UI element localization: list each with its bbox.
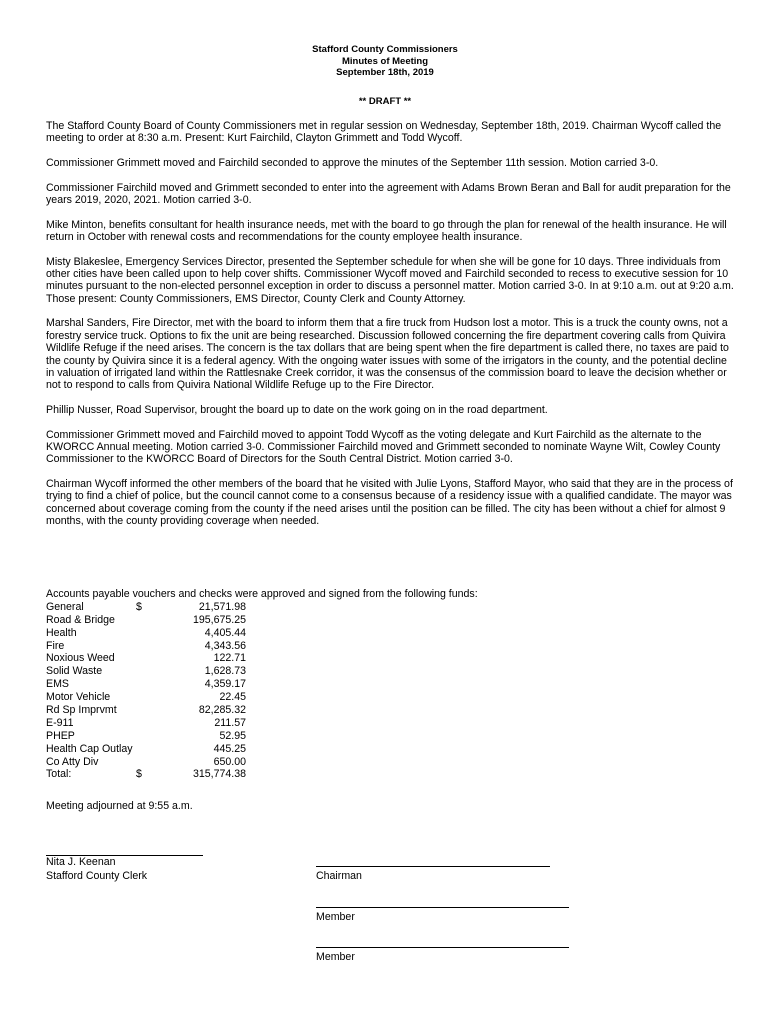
fund-row — [46, 614, 246, 627]
fund-amount: 650.00 — [213, 755, 246, 768]
fund-amount: 211.57 — [214, 716, 246, 729]
header-date: September 18th, 2019 — [336, 67, 434, 78]
fund-row — [46, 704, 246, 717]
draft-label: ** DRAFT ** — [358, 96, 412, 107]
member-signature-line — [316, 947, 569, 948]
fund-row — [46, 730, 246, 743]
adjournment-note: Meeting adjourned at 9:55 a.m. — [46, 800, 193, 812]
fund-name: General — [46, 600, 84, 613]
member-signature-block-1 — [316, 907, 569, 924]
fund-amount: 122.71 — [213, 652, 246, 665]
fund-name: Health Cap Outlay — [46, 742, 133, 755]
fund-amount: 21,571.98 — [198, 600, 246, 613]
fund-row — [46, 640, 246, 653]
fund-name: Solid Waste — [46, 665, 103, 678]
fund-amount: 4,343.56 — [204, 639, 246, 652]
clerk-name: Nita J. Keenan — [46, 856, 116, 868]
paragraph-emergency-services: Misty Blakeslee, Emergency Services Director, presented the September schedule for when she will be gone for 10 days. Three individuals from other cities have been called upon to help cover shifts. Commissioner Wycoff moved and Fairchild seconded to recess to executive session for 10 minutes pursuant to the non-elected personnel exception in order to discuss a personnel matter. Motion carried 3-0. In at 9:10 a.m. out at 9:20 a.m. Those present: County Commissioners, EMS Director, County Clerk and County Attorney. — [46, 255, 734, 305]
fund-name: Health — [46, 626, 77, 639]
fund-name: PHEP — [46, 729, 75, 742]
fund-name: Co Atty Div — [46, 755, 99, 768]
fund-name: Road & Bridge — [46, 613, 115, 626]
clerk-signature-block — [46, 842, 203, 883]
fund-amount: 52.95 — [219, 729, 246, 742]
fund-row — [46, 743, 246, 756]
paragraph-fire-director: Marshal Sanders, Fire Director, met with the board to inform them that a fire truck from Hudson lost a motor. This is a truck the county owns, not a forestry service truck. Options to fix the unit are being researched. Discussion followed concerning the fire department covering calls from Quivira Wildlife Refuge if the need arises. The concern is the tax dollars that are being spent when the fire department is called there, no taxes are paid to the county by Quivira since it is a federal agency. With the ongoing water issues with some of the irrigators in the county, and the potential decline in valuation of irrigated land within the Rattlesnake Creek corridor, it was the consensus of the commission board to leave the decision whether or not to respond to calls from Quivira National Wildlife Refuge up to the Fire Director. — [46, 317, 729, 392]
member-label: Member — [316, 911, 355, 923]
fund-amount: 445.25 — [213, 742, 246, 755]
fund-amount: 195,675.25 — [192, 613, 246, 626]
header-org: Stafford County Commissioners — [312, 44, 458, 55]
fund-amount: 1,628.73 — [204, 665, 246, 678]
member-label: Member — [316, 951, 355, 963]
fund-total-row — [46, 768, 246, 781]
fund-name: Noxious Weed — [46, 652, 115, 665]
member-signature-line — [316, 907, 569, 908]
chairman-signature-line — [316, 866, 550, 867]
fund-name: Fire — [46, 639, 65, 652]
fund-row — [46, 756, 246, 769]
document-header — [0, 44, 770, 79]
paragraph-road-supervisor: Phillip Nusser, Road Supervisor, brought the board up to date on the work going on in the road department. — [46, 404, 548, 417]
paragraph-minutes-approval: Commissioner Grimmett moved and Fairchild seconded to approve the minutes of the September 11th session. Motion carried 3-0. — [46, 157, 659, 169]
fund-name: Rd Sp Imprvmt — [46, 704, 117, 717]
paragraph-health-insurance: Mike Minton, benefits consultant for health insurance needs, met with the board to go through the plan for renewal of the health insurance. He will return in October with renewal costs and recommendations for the county employee health insurance. — [46, 218, 727, 243]
paragraph-police-chief: Chairman Wycoff informed the other members of the board that he visited with Julie Lyons, Stafford Mayor, who said that they are in the process of trying to find a chief of police, but the council cannot come to a consensus because of a residency issue with a qualified candidate. The mayor was concerned about coverage coming from the county if the need arises until the position can be filled. The city has been without a chief for almost 9 months, with the county providing coverage when needed. — [46, 478, 733, 528]
clerk-signature-line — [46, 842, 203, 856]
fund-row — [46, 678, 246, 691]
fund-amount: 4,405.44 — [204, 626, 246, 639]
minutes-body — [46, 120, 736, 540]
chairman-signature-block — [316, 866, 550, 883]
paragraph-audit-agreement: Commissioner Fairchild moved and Grimmett seconded to enter into the agreement with Adams Brown Beran and Ball for audit preparation for the years 2019, 2020, 2021. Motion carried 3-0. — [46, 181, 731, 206]
fund-name: Motor Vehicle — [46, 691, 111, 704]
fund-total-amount: 315,774.38 — [192, 768, 246, 781]
fund-amount: 22.45 — [219, 691, 246, 704]
fund-row — [46, 627, 246, 640]
fund-total-label: Total: — [46, 768, 72, 781]
fund-row — [46, 601, 246, 614]
fund-row — [46, 665, 246, 678]
member-signature-block-2 — [316, 947, 569, 964]
fund-row — [46, 691, 246, 704]
fund-dollar-sign: $ — [136, 600, 142, 613]
fund-row — [46, 717, 246, 730]
chairman-label: Chairman — [316, 870, 362, 882]
fund-dollar-sign: $ — [136, 768, 142, 781]
header-title: Minutes of Meeting — [341, 55, 429, 67]
funds-section — [46, 588, 478, 781]
funds-intro: Accounts payable vouchers and checks were approved and signed from the following funds: — [46, 588, 478, 600]
paragraph-kworcc: Commissioner Grimmett moved and Fairchild moved to appoint Todd Wycoff as the voting delegate and Kurt Fairchild as the alternate to the KWORCC Annual meeting. Motion carried 3-0. Commissioner Fairchild moved and Grimmett seconded to nominate Wayne Wilt, Cowley County Commissioner to the KWORCC Board of Directors for the South Central District. Motion carried 3-0. — [46, 428, 721, 466]
fund-amount: 82,285.32 — [198, 704, 246, 717]
paragraph-call-to-order: The Stafford County Board of County Commissioners met in regular session on Wednesday, September 18th, 2019. Chairman Wycoff called the meeting to order at 8:30 a.m. Present: Kurt Fairchild, Clayton Grimmett and Todd Wycoff. — [46, 120, 722, 145]
clerk-title: Stafford County Clerk — [46, 869, 148, 882]
fund-row — [46, 652, 246, 665]
fund-name: E-911 — [46, 716, 74, 729]
fund-amount: 4,359.17 — [204, 678, 246, 691]
fund-name: EMS — [46, 678, 69, 691]
